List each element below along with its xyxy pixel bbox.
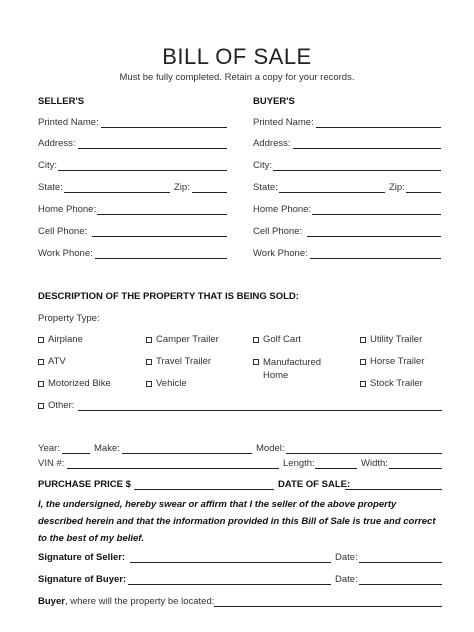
buyer-address-field[interactable]	[293, 148, 441, 149]
seller-work-phone-label: Work Phone:	[38, 248, 93, 259]
golf-cart-label: Golf Cart	[263, 334, 302, 345]
airplane-label: Airplane	[48, 334, 83, 345]
utility-trailer-label: Utility Trailer	[370, 334, 423, 345]
vin-label: VIN #:	[38, 458, 65, 469]
buyer-work-phone-label: Work Phone:	[253, 248, 308, 259]
buyer-home-phone-label: Home Phone:	[253, 204, 312, 215]
seller-printed-name-field[interactable]	[101, 127, 227, 128]
stock-trailer-checkbox[interactable]	[360, 381, 366, 387]
buyer-city-field[interactable]	[273, 170, 441, 171]
purchase-price-label: PURCHASE PRICE $	[38, 479, 131, 490]
buyer-zip-field[interactable]	[406, 192, 441, 193]
length-label: Length:	[283, 458, 315, 469]
seller-cell-phone-field[interactable]	[92, 236, 227, 237]
vin-field[interactable]	[67, 468, 279, 469]
atv-label: ATV	[48, 356, 66, 367]
buyer-address-label: Address:	[253, 138, 291, 149]
property-location-label	[38, 596, 214, 607]
buyer-cell-phone-label: Cell Phone:	[253, 226, 303, 237]
seller-state-label: State:	[38, 182, 63, 193]
seller-date-field[interactable]	[359, 562, 442, 563]
other-field[interactable]	[78, 410, 442, 411]
horse-trailer-label: Horse Trailer	[370, 356, 425, 367]
make-field[interactable]	[122, 453, 252, 454]
year-field[interactable]	[62, 453, 90, 454]
seller-state-field[interactable]	[64, 192, 170, 193]
seller-address-label: Address:	[38, 138, 76, 149]
camper-trailer-label: Camper Trailer	[156, 334, 219, 345]
seller-date-label: Date:	[335, 552, 358, 563]
utility-trailer-checkbox[interactable]	[360, 337, 366, 343]
travel-trailer-checkbox[interactable]	[146, 359, 152, 365]
buyer-printed-name-field[interactable]	[316, 127, 441, 128]
seller-city-field[interactable]	[58, 170, 227, 171]
width-field[interactable]	[389, 468, 442, 469]
buyer-printed-name-label: Printed Name:	[253, 117, 314, 128]
vehicle-checkbox[interactable]	[146, 381, 152, 387]
width-label: Width:	[361, 458, 388, 469]
seller-address-field[interactable]	[78, 148, 227, 149]
property-type-label: Property Type:	[38, 313, 100, 324]
seller-work-phone-field[interactable]	[95, 258, 227, 259]
camper-trailer-checkbox[interactable]	[146, 337, 152, 343]
other-label: Other:	[48, 400, 75, 411]
motorized-bike-label: Motorized Bike	[48, 378, 111, 389]
buyer-city-label: City:	[253, 160, 272, 171]
airplane-checkbox[interactable]	[38, 337, 44, 343]
length-field[interactable]	[315, 468, 357, 469]
seller-cell-phone-label: Cell Phone:	[38, 226, 88, 237]
property-location-field[interactable]	[214, 606, 442, 607]
horse-trailer-checkbox[interactable]	[360, 359, 366, 365]
buyer-heading: BUYER'S	[253, 96, 295, 107]
seller-signature-field[interactable]	[130, 562, 331, 563]
model-label: Model:	[256, 443, 285, 454]
travel-trailer-label: Travel Trailer	[156, 356, 212, 367]
buyer-home-phone-field[interactable]	[312, 214, 441, 215]
seller-heading: SELLER'S	[38, 96, 85, 107]
make-label: Make:	[94, 443, 120, 454]
golf-cart-checkbox[interactable]	[253, 337, 259, 343]
buyer-cell-phone-field[interactable]	[307, 236, 441, 237]
seller-home-phone-field[interactable]	[97, 214, 227, 215]
manufactured-home-checkbox[interactable]	[253, 359, 259, 365]
model-field[interactable]	[286, 453, 442, 454]
date-of-sale-label: DATE OF SALE:	[278, 479, 351, 490]
buyer-date-label: Date:	[335, 574, 358, 585]
motorized-bike-checkbox[interactable]	[38, 381, 44, 387]
year-label: Year:	[38, 443, 60, 454]
buyer-state-field[interactable]	[279, 192, 385, 193]
buyer-signature-label: Signature of Buyer:	[38, 574, 127, 585]
seller-home-phone-label: Home Phone:	[38, 204, 97, 215]
buyer-zip-label: Zip:	[389, 182, 405, 193]
buyer-date-field[interactable]	[359, 584, 442, 585]
buyer-signature-field[interactable]	[128, 584, 331, 585]
buyer-work-phone-field[interactable]	[310, 258, 441, 259]
seller-city-label: City:	[38, 160, 57, 171]
manufactured-home-label: Manufactured Home	[263, 357, 322, 381]
seller-signature-label: Signature of Seller:	[38, 552, 126, 563]
vehicle-label: Vehicle	[156, 378, 187, 389]
property-location-label-bold: Buyer	[38, 596, 65, 607]
affirmation-text: I, the undersigned, hereby swear or affirm that I the seller of the above property described herein and that the information provided in this Bill of Sale is true and correct to the best of my belief.	[38, 499, 436, 544]
property-location-label-rest: , where will the property be located:	[64, 596, 215, 607]
purchase-price-field[interactable]	[134, 489, 274, 490]
seller-printed-name-label: Printed Name:	[38, 117, 99, 128]
date-of-sale-field[interactable]	[345, 489, 442, 490]
seller-zip-label: Zip:	[174, 182, 190, 193]
document-title: BILL OF SALE	[162, 44, 312, 69]
seller-zip-field[interactable]	[192, 192, 227, 193]
property-heading: DESCRIPTION OF THE PROPERTY THAT IS BEING SOLD:	[38, 291, 299, 302]
atv-checkbox[interactable]	[38, 359, 44, 365]
document-subtitle: Must be fully completed. Retain a copy for your records.	[119, 72, 355, 83]
buyer-state-label: State:	[253, 182, 278, 193]
other-checkbox[interactable]	[38, 403, 44, 409]
stock-trailer-label: Stock Trailer	[370, 378, 423, 389]
